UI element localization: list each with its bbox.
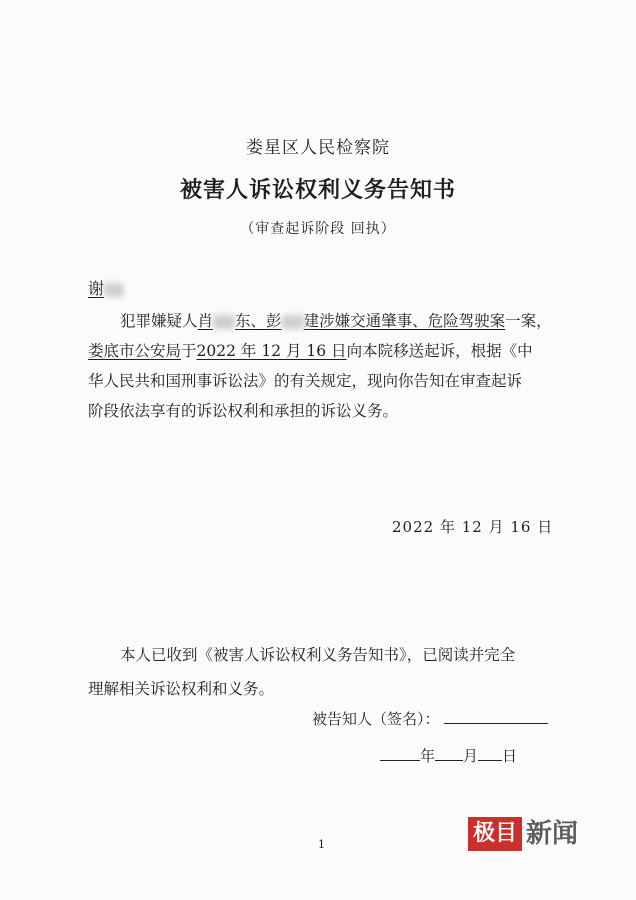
signature-label: 被告知人（签名）： (312, 710, 440, 728)
body-line-2 (88, 336, 576, 366)
document-title: 被害人诉讼权利义务告知书 (179, 177, 456, 203)
addressee (88, 276, 124, 299)
signature-field[interactable] (444, 709, 548, 724)
body-text-prefix: 犯罪嫌疑人 (120, 312, 198, 330)
day-field[interactable] (478, 746, 502, 761)
body-line-1 (88, 306, 576, 336)
watermark-logo (468, 817, 578, 851)
body-text-end: 一案， (505, 312, 552, 330)
body-text: 向本院移送起诉，根据《中 (346, 342, 533, 360)
redacted-name (282, 315, 304, 329)
suspect1-name-part: 肖 (197, 312, 214, 330)
year-label: 年 (420, 747, 436, 765)
year-field[interactable] (380, 746, 420, 761)
notice-body (88, 306, 576, 426)
redacted-name (104, 283, 124, 297)
addressee-surname: 谢 (88, 279, 105, 298)
document-subtitle: （审查起诉阶段 回执） (240, 221, 396, 237)
month-label: 月 (463, 747, 479, 765)
suspect2-name-part: 建 (303, 312, 320, 330)
suspect-names (198, 312, 506, 330)
transfer-date: 2022 年 12 月 16 日 (196, 342, 347, 360)
organization-name: 娄星区人民检察院 (246, 138, 390, 158)
issue-date: 2022 年 12 月 16 日 (392, 518, 554, 536)
signature-row (312, 708, 548, 729)
body-text: 于 (181, 342, 197, 360)
watermark-text: 新闻 (526, 819, 579, 849)
suspect1-name-part: 东 (235, 312, 251, 330)
ack-line-2: 理解相关诉讼权利和义务。 (88, 680, 275, 698)
name-separator: 、 (250, 312, 267, 330)
ack-line-1: 本人已收到《被害人诉讼权利义务告知书》，已阅读并完全 (120, 646, 516, 664)
watermark-badge: 极目 (468, 817, 522, 851)
day-label: 日 (502, 747, 518, 765)
addressee-name (88, 279, 124, 298)
signature-date-row (380, 745, 517, 766)
body-line-4: 阶段依法享有的诉讼权利和承担的诉讼义务。 (88, 402, 399, 420)
acknowledgement (88, 638, 576, 706)
suspect2-name-part: 彭 (266, 312, 282, 330)
police-agency: 娄底市公安局 (88, 342, 182, 360)
page-number: 1 (318, 838, 325, 851)
month-field[interactable] (435, 746, 463, 761)
redacted-name (213, 315, 235, 329)
body-line-3: 华人民共和国刑事诉讼法》的有关规定，现向你告知在审查起诉 (88, 372, 523, 390)
case-description: 涉嫌交通肇事、危险驾驶案 (319, 312, 506, 330)
